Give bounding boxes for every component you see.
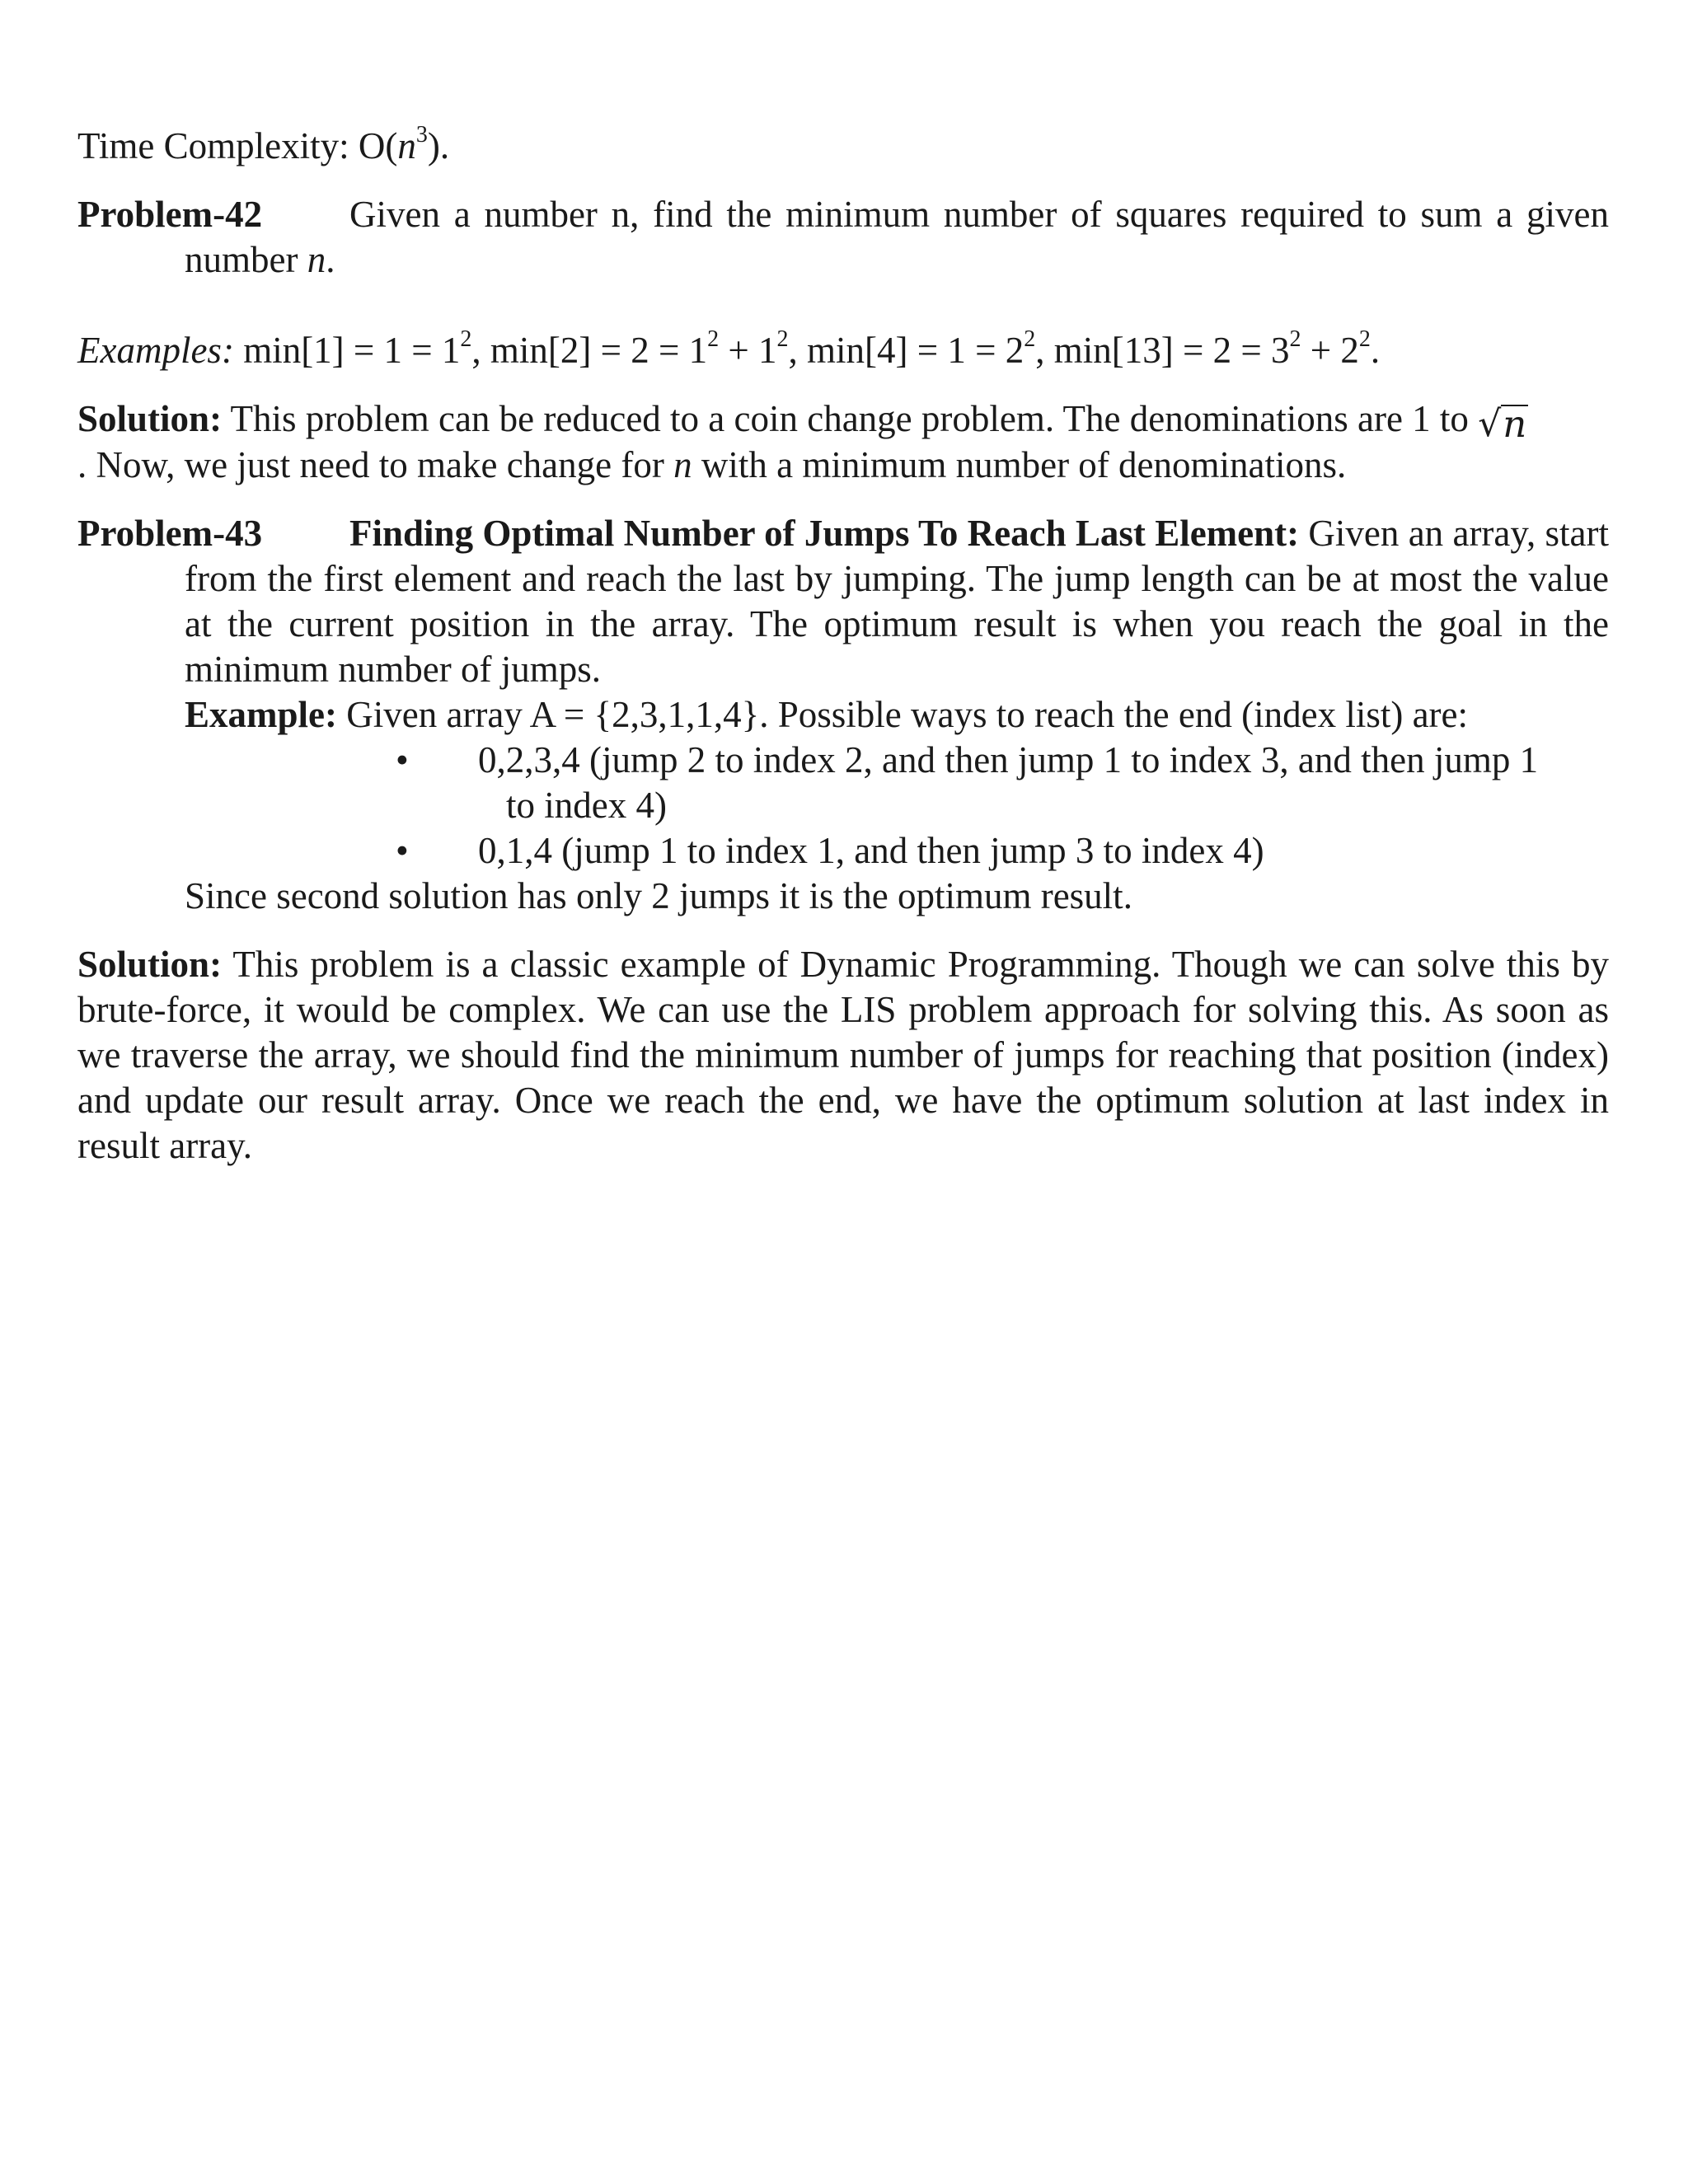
sqrt-sign: √ (1478, 403, 1502, 445)
problem-43-example-block (77, 692, 1609, 738)
spacer (77, 283, 1609, 328)
solution-1-var: n (673, 444, 692, 485)
bullet-icon: • (396, 739, 409, 780)
time-complexity-exponent: 3 (415, 122, 428, 148)
examples-sup-3: 2 (1024, 326, 1036, 352)
examples-part-0: min[1] = 1 = 1 (233, 330, 461, 371)
problem-43-conclusion-block (77, 874, 1609, 919)
solution-2 (77, 942, 1609, 1169)
problem-42 (77, 192, 1609, 283)
examples-part-2: + 1 (719, 330, 777, 371)
solution-1-text-c: with a minimum number of denominations. (692, 444, 1347, 485)
examples-sup-1: 2 (707, 326, 720, 352)
time-complexity-suffix: ). (427, 125, 450, 166)
problem-42-var: n (307, 239, 326, 280)
examples-sup-5: 2 (1358, 326, 1371, 352)
problem-43-label: Problem-43 (77, 513, 263, 554)
bullet-0-line1: 0,2,3,4 (jump 2 to index 2, and then jump 1 to index 3, and then jump 1 (478, 739, 1539, 780)
list-item (77, 738, 1609, 828)
document-page (77, 124, 1609, 1169)
problem-43-title: Finding Optimal Number of Jumps To Reach Last Element: (349, 513, 1300, 554)
problem-43 (77, 511, 1609, 692)
problem-42-label: Problem-42 (77, 194, 263, 235)
problem-43-conclusion: Since second solution has only 2 jumps it is the optimum result. (185, 875, 1132, 916)
examples-end: . (1370, 330, 1381, 371)
solution-1-text-a: This problem can be reduced to a coin change problem. The denominations are 1 to (222, 398, 1479, 439)
examples-line (77, 328, 1609, 373)
time-complexity-var: n (397, 125, 416, 166)
list-item (77, 828, 1609, 874)
sqrt-n-icon (1478, 402, 1528, 446)
problem-42-text-a: Given a number n, find the minimum number of squares required to sum a given number (185, 194, 1609, 280)
bullet-icon: • (396, 830, 409, 871)
solution-1-text-b: . Now, we just need to make change for (77, 444, 674, 485)
examples-part-5: + 2 (1301, 330, 1359, 371)
solution-1-label: Solution: (77, 398, 223, 439)
examples-part-4: , min[13] = 2 = 3 (1035, 330, 1290, 371)
solution-2-label: Solution: (77, 944, 223, 985)
solution-1 (77, 396, 1609, 488)
bullet-0-line2: to index 4) (506, 785, 667, 826)
examples-part-1: , min[2] = 2 = 1 (471, 330, 708, 371)
examples-label: Examples: (77, 330, 234, 371)
examples-part-3: , min[4] = 1 = 2 (788, 330, 1025, 371)
time-complexity-prefix: Time Complexity: O( (77, 125, 398, 166)
solution-2-text: This problem is a classic example of Dynamic Programming. Though we can solve this by brute-force, it would be complex. We can use the LIS problem approach for solving this. As soon as we traverse the array, we should find the minimum number of jumps for reaching that position (index) and update our result array. Once we reach the end, we have the optimum solution at last index in result array. (77, 944, 1609, 1166)
problem-43-text: Given an array, start from the first element and reach the last by jumping. The jump length can be at most the value at the current position in the array. The optimum result is when you reach the goal in the minimum number of jumps. (185, 513, 1609, 690)
sqrt-var: n (1503, 402, 1527, 446)
bullet-1-line1: 0,1,4 (jump 1 to index 1, and then jump 3 to index 4) (478, 830, 1264, 871)
examples-sup-0: 2 (460, 326, 472, 352)
example-label: Example: (185, 694, 337, 735)
examples-sup-2: 2 (776, 326, 789, 352)
time-complexity-line (77, 124, 1609, 169)
problem-43-example (185, 692, 1609, 738)
problem-42-text-b: . (326, 239, 335, 280)
examples-sup-4: 2 (1289, 326, 1301, 352)
example-text: Given array A = {2,3,1,1,4}. Possible ways to reach the end (index list) are: (337, 694, 1469, 735)
